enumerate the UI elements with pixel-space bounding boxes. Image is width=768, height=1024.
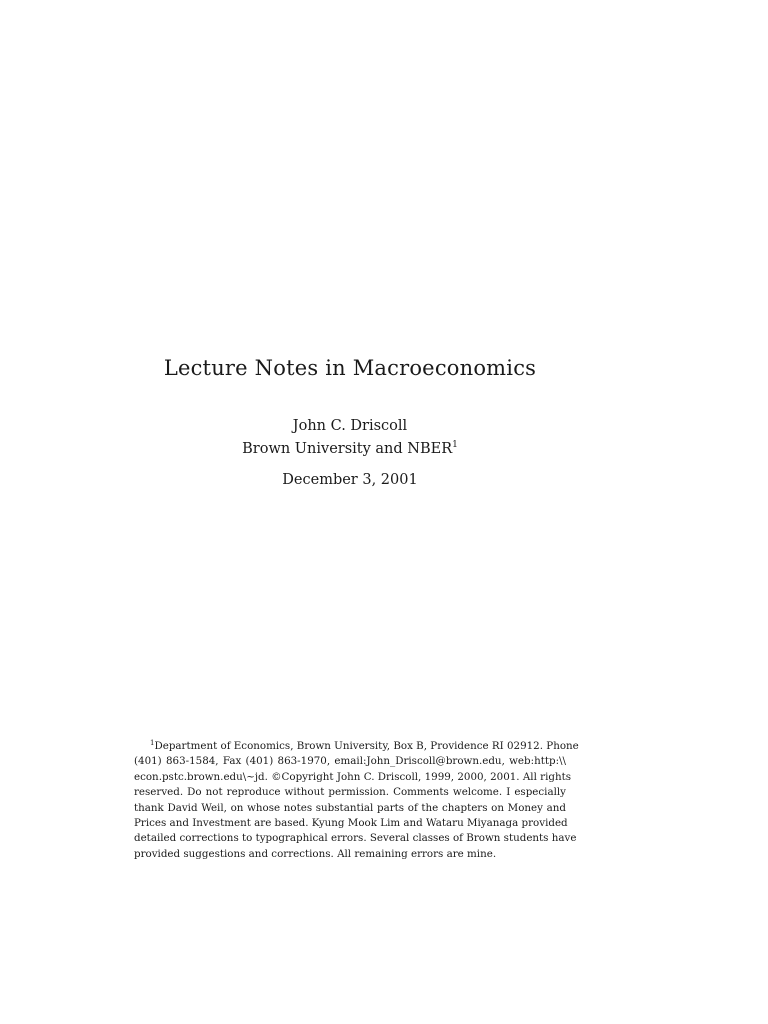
footnote-line: Prices and Investment are based. Kyung Mook Lim and Wataru Miyanaga provided [134, 817, 568, 830]
footnote-reference-mark: 1 [452, 440, 458, 450]
footnote-line: $^1$Department of Economics, Brown University, Box B, Providence RI 02912. Phone [150, 739, 579, 752]
document-date: December 3, 2001 [282, 472, 418, 488]
footnote-line: (401) 863-1584, Fax (401) 863-1970, email:John_Driscoll@brown.edu, web:http:\\ [134, 755, 566, 768]
footnote-line: detailed corrections to typographical errors. Several classes of Brown students have [134, 832, 577, 845]
footnote-line: thank David Weil, on whose notes substantial parts of the chapters on Money and [134, 801, 566, 814]
footnote-line: econ.pstc.brown.edu\~jd. ©Copyright John C. Driscoll, 1999, 2000, 2001. All rights [134, 770, 572, 783]
footnote [134, 736, 579, 862]
footnote-mark: 1 [150, 739, 155, 747]
author-affiliation [0, 436, 700, 459]
author-name: John C. Driscoll [292, 418, 408, 434]
footnote-line: provided suggestions and corrections. All remaining errors are mine. [134, 847, 497, 860]
document-title: Lecture Notes in Macroeconomics [163, 356, 537, 380]
footnote-line: reserved. Do not reproduce without permission. Comments welcome. I especially [134, 786, 566, 799]
affiliation-text: Brown University and NBER [242, 441, 453, 457]
